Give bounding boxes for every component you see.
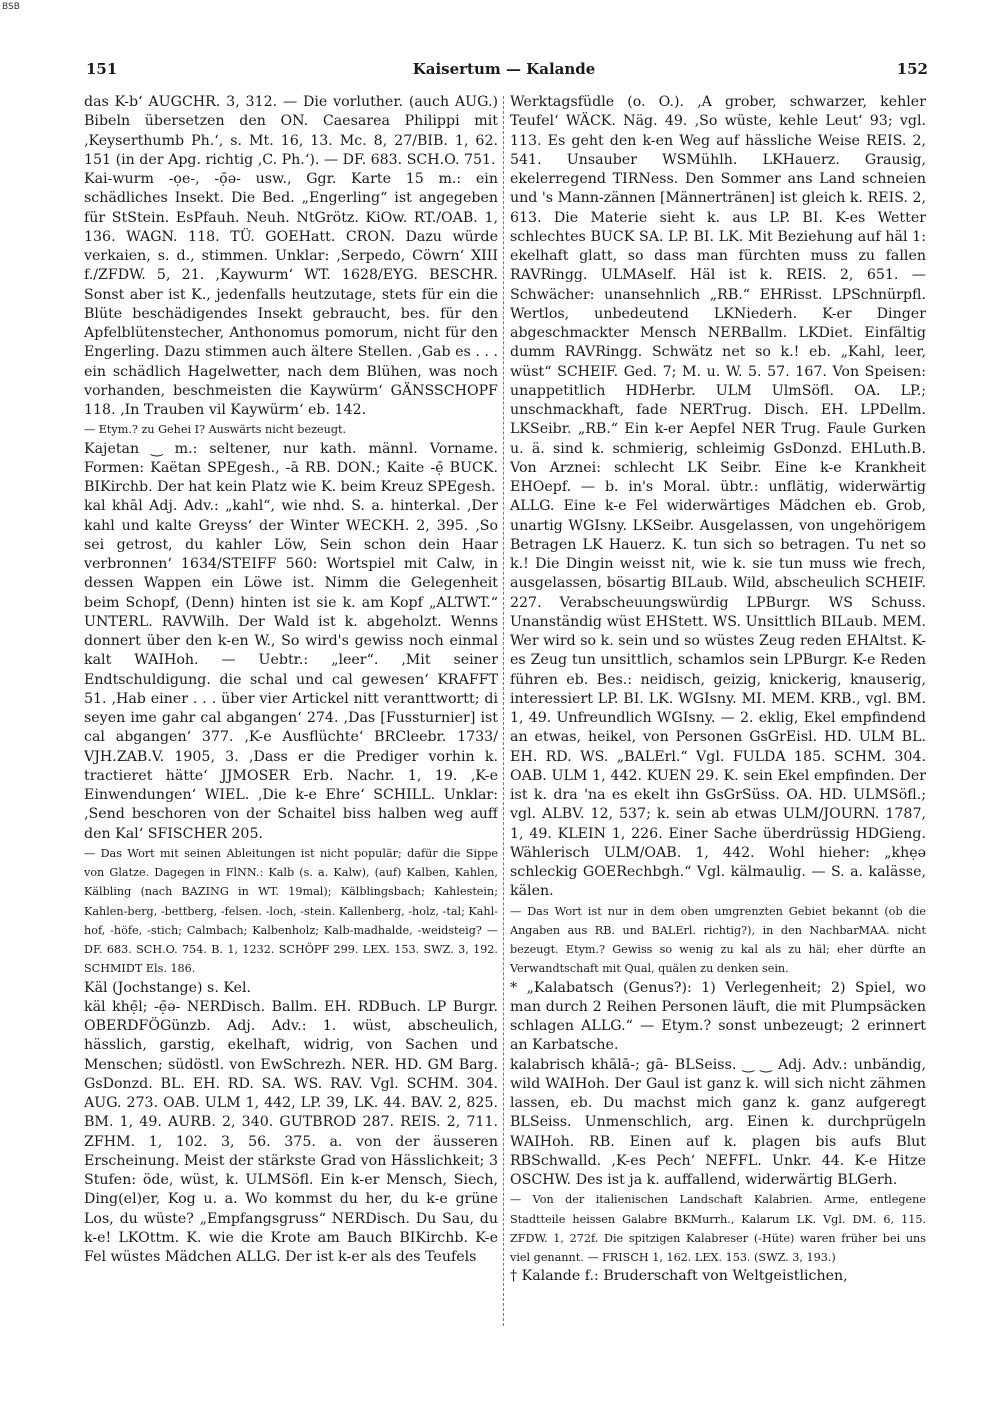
dictionary-paragraph: — Von der italienischen Landschaft Kalabrien. Arme, entlegene Stadtteile heissen Galabre BKMurrh., Kalarum LK. Vgl. DM. 6, 115. ZFDW. 1, 272f. Die spitzigen Kalabreser (-Hüte) waren früher bei uns viel genannt. — FRISCH 1, 162. LEX. 153. (SWZ. 3, 193.) [510,1193,926,1264]
dictionary-paragraph: Werktagsfüdle (o. O.). ‚A grober, schwarzer, kehler Teufel‘ WÄCK. Näg. 49. ‚So wüste, kehle Leut‘ 93; vgl. 113. Es geht den k-en Weg auf hässliche Weise REIS. 2, 541. Unsauber WSMühlh. LKHauerz. Grausig, ekelerregend TIRNess. Den Sommer ans Land schneien und 's Mann-zännen [Männertränen] ist gleich k. REIS. 2, 613. Die Materie sieht k. aus LP. BI. K-es Wetter schlechtes BUCK SA. LP. BI. LK. Mit Beziehung auf häl 1: ekelhaft glatt, so dass man fürchten muss zu fallen RAVRingg. ULMAself. Häl ist k. REIS. 2, 651. — Schwächer: unansehnlich „RB.“ EHRisst. LPSchnürpfl. Wertlos, unbedeutend LKNiederh. K-er Dinger abgeschmackter Mensch NERBallm. LKDiet. Einfältig dumm RAVRingg. Schwätz net so k.! eb. „Kahl, leer, wüst“ SCHEIF. Ged. 7; M. u. W. 5. 57. 167. Von Speisen: unappetitlich HDHerbr. ULM UlmSöfl. OA. LP.; unschmackhaft, fade NERTrug. Disch. EH. LPDellm. LKSeibr. „RB.“ Ein k-er Aepfel NER Trug. Faule Gurken u. ä. sind k. schmierig, schleimig GsDonzd. EHLuth.B. Von Arznei: schlecht LK Seibr. Eine k-e Krankheit EHOepf. — b. in's Moral. übtr.: unflätig, widerwärtig ALLG. Eine k-e Fel widerwärtiges Mädchen eb. Grob, unartig WGIsny. LKSeibr. Ausgelassen, von ungehörigem Betragen LK Hauerz. K. tun sich so betragen. Tu net so k.! Die Dingin weisst nit, wie k. sie tun muss wie frech, ausgelassen, bösartig BILaub. Wild, abscheulich SCHEIF. 227. Verabscheuungswürdig LPBurgr. WS Schuss. Unanständig wüst EHStett. WS. Unsittlich BILaub. MEM. Wer wird so k. sein und so wüstes Zeug reden EHAltst. K-es Zeug tun unsittlich, schamlos sein LPBurgr. K-e Reden führen eb. Bes.: neidisch, geizig, knickerig, knauserig, interessiert LP. BI. LK. WGIsny. MI. MEM. KRB., vgl. BM. 1, 49. Unfreundlich WGIsny. — 2. eklig, Ekel empfindend an etwas, heikel, von Personen GsGrEisl. HD. ULM BL. EH. RD. WS. „BALErl.“ Vgl. FULDA 185. SCHM. 304. OAB. ULM 1, 442. KUEN 29. K. sein Ekel empfinden. Der ist k. dra 'na es ekelt ihn GsGrSüss. OA. HD. ULMSöfl.; vgl. ALBV. 12, 537; k. sein ab etwas ULM/JOURN. 1787, 1, 49. KLEIN 1, 226. Einer Sache überdrüssig HDGieng. Wählerisch ULM/OAB. 1, 442. Wohl hieher: „khẹə schleckig GOERechbgh.“ Vgl. kälmaulig. — S. a. kalässe, kälen. [510,94,926,900]
dictionary-paragraph: — Das Wort mit seinen Ableitungen ist nicht populär; dafür die Sippe von Glatze. Dagegen in FlNN.: Kalb (s. a. Kalw), (auf) Kalben, Kahlen, Kälbling (nach BAZING in WT. 19mal); Kälblingsbach; Kahlestein; Kahlen-berg, -bettberg, -felsen. -loch, -stein. Kallenberg, -holz, -tal; Kahl-hof, -höfe, -stich; Calmbach; Kalbenholz; Kalb-madhalde, -weidsteig? — DF. 683. SCH.O. 754. B. 1, 1232. SCHÖPF 299. LEX. 153. SWZ. 3, 192. SCHMIDT Els. 186. [84,846,498,976]
dictionary-paragraph: kalabrisch khālā-; gā- BLSeiss. ‿ ‿ Adj. Adv.: unbändig, wild WAIHoh. Der Gaul ist ganz k. will sich nicht zähmen lassen, eb. Du machst mich ganz k. ganz aufgeregt BLSeiss. Unmenschlich, arg. Einen k. durchprügeln WAIHoh. RB. Einen auf k. plagen bis aufs Blut RBSchwalld. ‚K-es Pech‘ NEFFL. Unkr. 44. K-e Hitze OSCHW. Des ist ja k. auffallend, widerwärtig BLGerh. [510,1056,926,1188]
dictionary-paragraph: kal khāl Adj. Adv.: „kahl“, wie nhd. S. a. hinterkal. ‚Der kahl und kalte Greyss‘ der Winter WECKH. 2, 395. ‚So sei getrost, du kahler Löw, Sein schon dein Haar verbronnen‘ 1634/STEIFF 560: Wortspiel mit Calw, in dessen Wappen ein Löwe ist. Nimm die Gelegenheit beim Schopf, (Denn) hinten ist sie k. am Kopf „ALTWT.“ UNTERL. RAVWilh. Der Wald ist k. abgeholzt. Wenns donnert über den k-en W., So wird's gewiss noch einmal kalt WAIHoh. — Uebtr.: „leer“. ‚Mit seiner Endtschuldigung. die schal und cal gewesen‘ KRAFFT 51. ‚Hab einer . . . über vier Artickel nitt veranttwortt; di seyen ime gahr cal abgangen‘ 274. ‚Das [Fussturnier] ist cal abgangen‘ 377. ‚K-e Ausflüchte‘ BRCleebr. 1733/ VJH.ZAB.V. 1905, 3. ‚Dass er die Prediger vorhin k. tractieret hätte‘ JJMOSER Erb. Nachr. 1, 19. ‚K-e Einwendungen‘ WIEL. ‚Die k-e Ehre‘ SCHILL. Unklar: ‚Send beschoren von der Schaitel biss halben weg auff den Kal‘ SFISCHER 205. [84,498,498,842]
right-column [510,93,926,1333]
dictionary-paragraph: Kai-wurm -ọe-, -ọ̄ə- usw., Ggr. Karte 15 m.: ein schädliches Insekt. Die Bed. „Engerling“ ist angegeben für StStein. EsPfauh. Neuh. NtGrötz. KiOw. RT./OAB. 1, 136. WAGN. 118. TÜ. GOEHatt. CRON. Dazu würde verkaien, s. d., stimmen. Unklar: ‚Serpedo, Cöwrn‘ XIII f./ZFDW. 5, 21. ‚Kaywurm‘ WT. 1628/EYG. BESCHR. Sonst aber ist K., jedenfalls heutzutage, stets für ein die Blüte beschädigendes Insekt gebraucht, bes. für den Apfelblütenstecher, Anthonomus pomorum, nicht für den Engerling. Dazu stimmen auch ältere Stellen. ‚Gab es . . . ein schädlich Hagelwetter, nach dem Blühen, was noch vorhanden, beschmeisten die Kaywürm‘ GÄNSSCHOPF 118. ‚In Trauben vil Kaywürm‘ eb. 142. [84,171,498,418]
page-number-left: 151 [86,60,118,78]
left-column [84,93,498,1333]
column-divider [503,96,504,1326]
dictionary-paragraph: das K-b‘ AUGCHR. 3, 312. — Die vorluther. (auch AUG.) Bibeln übersetzen den ON. Caesarea Philippi mit ‚Keyserthumb Ph.‘, s. Mt. 16, 13. Mc. 8, 27/BIB. 1, 62. 151 (in der Apg. richtig ‚C. Ph.‘). — DF. 683. SCH.O. 751. [84,94,498,168]
dictionary-paragraph: käl khẹ̄l; -ẹ̄ə- NERDisch. Ballm. EH. RDBuch. LP Burgr. OBERDFÖGünzb. Adj. Adv.: 1. wüst, abscheulich, hässlich, garstig, ekelhaft, widrig, von Sachen und Menschen; südöstl. von EwSchrezh. NER. HD. GM Barg. GsDonzd. BL. EH. RD. SA. WS. RAV. Vgl. SCHM. 304. AUG. 273. OAB. ULM 1, 442, LP. 39, LK. 44. BAV. 2, 825. BM. 1, 49. AURB. 2, 340. GUTBROD 287. REIS. 2, 711. ZFHM. 1, 102. 3, 56. 375. a. von der äusseren Erscheinung. Meist der stärkste Grad von Hässlichkeit; 3 Stufen: öde, wüst, k. ULMSöfl. Ein k-er Mensch, Siech, Ding(el)er, Kog u. a. Wo kommst du her, du k-e grüne Los, du wüste? „Empfangsgruss“ NERDisch. Du Sau, du k-e! LKOttm. K. wie die Krote am Bauch BIKirchb. K-e Fel wüstes Mädchen ALLG. Der ist k-er als des Teufels [84,998,498,1265]
page-header [80,60,928,88]
page-number-right: 152 [896,60,928,78]
library-stamp: BSB [2,2,20,12]
dictionary-paragraph: Kajetan ‿ m.: seltener, nur kath. männl. Vorname. Formen: Kaëtan SPEgesh., -ā RB. DON.; Kaite -ẹ̄ BUCK. BIKirchb. Der hat kein Platz wie K. beim Kreuz SPEgesh. [84,440,498,495]
dictionary-paragraph: Käl (Jochstange) s. Kel. [84,979,252,996]
dictionary-paragraph: * „Kalabatsch (Genus?): 1) Verlegenheit; 2) Spiel, wo man durch 2 Reihen Personen läuft, die mit Plumpsäcken schlagen ALLG.“ — Etym.? sonst unbezeugt; 2 erinnert an Karbatsche. [510,979,926,1054]
running-title: Kaisertum — Kalande [412,60,596,78]
dictionary-paragraph: † Kalande f.: Bruderschaft von Weltgeistlichen, [510,1268,848,1285]
dictionary-paragraph: — Etym.? zu Gehei I? Auswärts nicht bezeugt. [84,423,347,437]
dictionary-paragraph: — Das Wort ist nur in dem oben umgrenzten Gebiet bekannt (ob die Angaben aus RB. und BALErl. richtig?), in den NachbarMAA. nicht bezeugt. Etym.? Gewiss so wenig zu kal als zu häl; eher dürfte an Verwandtschaft mit Qual, quälen zu denken sein. [510,904,926,976]
